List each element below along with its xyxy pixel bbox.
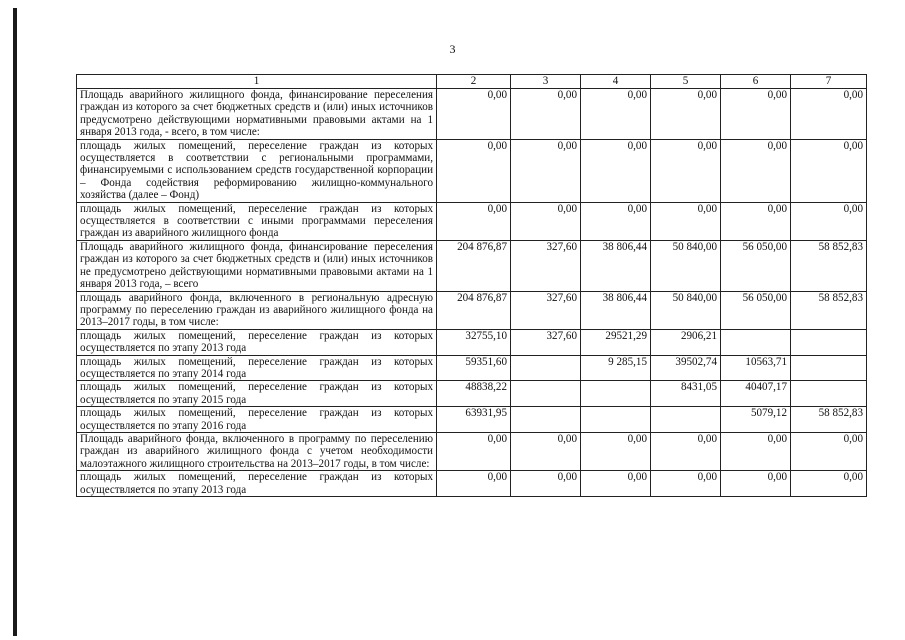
value-cell-col-2: 59351,60 — [437, 355, 511, 381]
value-cell-col-4: 38 806,44 — [581, 291, 651, 329]
table-row — [77, 471, 867, 497]
page-number: 3 — [449, 42, 456, 56]
page-edge-shadow — [13, 8, 17, 636]
column-header: 6 — [721, 75, 791, 89]
value-cell-col-2: 32755,10 — [437, 329, 511, 355]
value-cell-col-3 — [511, 355, 581, 381]
value-cell-col-4: 9 285,15 — [581, 355, 651, 381]
column-header: 5 — [651, 75, 721, 89]
value-cell-col-6: 0,00 — [721, 139, 791, 202]
column-header: 1 — [77, 75, 437, 89]
value-cell-col-3: 0,00 — [511, 139, 581, 202]
table-row — [77, 407, 867, 433]
row-description: площадь жилых помещений, переселение граждан из которых осуществляется в соответствии с иными программами переселения граждан из аварийного жилищного фонда — [77, 202, 437, 240]
value-cell-col-5: 8431,05 — [651, 381, 721, 407]
value-cell-col-5: 0,00 — [651, 202, 721, 240]
value-cell-col-4: 29521,29 — [581, 329, 651, 355]
value-cell-col-5: 2906,21 — [651, 329, 721, 355]
value-cell-col-2: 0,00 — [437, 89, 511, 140]
value-cell-col-7: 0,00 — [791, 202, 867, 240]
value-cell-col-3: 327,60 — [511, 291, 581, 329]
row-description: площадь аварийного фонда, включенного в региональную адресную программу по переселению граждан из аварийного жилищного фонда на 2013–2017 годы, в том числе: — [77, 291, 437, 329]
row-description: площадь жилых помещений, переселение граждан из которых осуществляется в соответствии с региональными программами, финансируемыми с использованием средств государственной корпорации – Фонда содействия реформированию жилищно-коммунального хозяйства (далее – Фонд) — [77, 139, 437, 202]
value-cell-col-2: 48838,22 — [437, 381, 511, 407]
value-cell-col-4: 0,00 — [581, 471, 651, 497]
value-cell-col-3: 0,00 — [511, 202, 581, 240]
value-cell-col-2: 204 876,87 — [437, 291, 511, 329]
value-cell-col-7 — [791, 355, 867, 381]
value-cell-col-3: 327,60 — [511, 240, 581, 291]
value-cell-col-4 — [581, 381, 651, 407]
table-row — [77, 89, 867, 140]
value-cell-col-5: 0,00 — [651, 471, 721, 497]
value-cell-col-7 — [791, 381, 867, 407]
value-cell-col-7: 0,00 — [791, 471, 867, 497]
value-cell-col-4 — [581, 407, 651, 433]
value-cell-col-5: 0,00 — [651, 89, 721, 140]
table-row — [77, 202, 867, 240]
row-description: Площадь аварийного жилищного фонда, финансирование переселения граждан из которого за счет бюджетных средств и (или) иных источников не предусмотрено действующими нормативными правовыми актами на 1 января 2013 года, – всего — [77, 240, 437, 291]
value-cell-col-7: 0,00 — [791, 432, 867, 470]
table-row — [77, 291, 867, 329]
value-cell-col-7: 58 852,83 — [791, 291, 867, 329]
value-cell-col-2: 0,00 — [437, 139, 511, 202]
value-cell-col-4: 0,00 — [581, 432, 651, 470]
housing-fund-table — [76, 74, 867, 497]
value-cell-col-2: 0,00 — [437, 471, 511, 497]
value-cell-col-6: 10563,71 — [721, 355, 791, 381]
value-cell-col-5: 50 840,00 — [651, 291, 721, 329]
value-cell-col-7: 0,00 — [791, 139, 867, 202]
value-cell-col-5 — [651, 407, 721, 433]
table-row — [77, 139, 867, 202]
value-cell-col-7: 58 852,83 — [791, 240, 867, 291]
value-cell-col-6: 5079,12 — [721, 407, 791, 433]
column-header: 2 — [437, 75, 511, 89]
row-description: Площадь аварийного жилищного фонда, финансирование переселения граждан из которого за счет бюджетных средств и (или) иных источников предусмотрено действующими нормативными правовыми актами на 1 января 2013 года, - всего, в том числе: — [77, 89, 437, 140]
row-description: Площадь аварийного фонда, включенного в программу по переселению граждан из аварийного жилищного фонда с учетом необходимости малоэтажного жилищного строительства на 2013–2017 годы, в том числе: — [77, 432, 437, 470]
column-header: 4 — [581, 75, 651, 89]
value-cell-col-2: 63931,95 — [437, 407, 511, 433]
value-cell-col-6: 0,00 — [721, 432, 791, 470]
table-header-row — [77, 75, 867, 89]
column-header: 3 — [511, 75, 581, 89]
value-cell-col-5: 39502,74 — [651, 355, 721, 381]
value-cell-col-4: 0,00 — [581, 202, 651, 240]
value-cell-col-6: 40407,17 — [721, 381, 791, 407]
value-cell-col-5: 0,00 — [651, 432, 721, 470]
value-cell-col-6: 0,00 — [721, 471, 791, 497]
table-row — [77, 381, 867, 407]
table-row — [77, 355, 867, 381]
row-description: площадь жилых помещений, переселение граждан из которых осуществляется по этапу 2015 года — [77, 381, 437, 407]
value-cell-col-6: 0,00 — [721, 89, 791, 140]
value-cell-col-2: 204 876,87 — [437, 240, 511, 291]
value-cell-col-7 — [791, 329, 867, 355]
value-cell-col-5: 0,00 — [651, 139, 721, 202]
value-cell-col-6: 56 050,00 — [721, 291, 791, 329]
row-description: площадь жилых помещений, переселение граждан из которых осуществляется по этапу 2014 года — [77, 355, 437, 381]
value-cell-col-2: 0,00 — [437, 432, 511, 470]
value-cell-col-7: 0,00 — [791, 89, 867, 140]
value-cell-col-4: 38 806,44 — [581, 240, 651, 291]
value-cell-col-5: 50 840,00 — [651, 240, 721, 291]
value-cell-col-4: 0,00 — [581, 89, 651, 140]
table-row — [77, 329, 867, 355]
value-cell-col-3: 0,00 — [511, 89, 581, 140]
value-cell-col-3 — [511, 407, 581, 433]
value-cell-col-3: 0,00 — [511, 471, 581, 497]
value-cell-col-2: 0,00 — [437, 202, 511, 240]
table-row — [77, 432, 867, 470]
value-cell-col-6: 0,00 — [721, 202, 791, 240]
value-cell-col-6 — [721, 329, 791, 355]
row-description: площадь жилых помещений, переселение граждан из которых осуществляется по этапу 2016 года — [77, 407, 437, 433]
value-cell-col-3: 0,00 — [511, 432, 581, 470]
value-cell-col-7: 58 852,83 — [791, 407, 867, 433]
column-header: 7 — [791, 75, 867, 89]
row-description: площадь жилых помещений, переселение граждан из которых осуществляется по этапу 2013 года — [77, 471, 437, 497]
value-cell-col-3: 327,60 — [511, 329, 581, 355]
value-cell-col-6: 56 050,00 — [721, 240, 791, 291]
table-row — [77, 240, 867, 291]
value-cell-col-4: 0,00 — [581, 139, 651, 202]
value-cell-col-3 — [511, 381, 581, 407]
row-description: площадь жилых помещений, переселение граждан из которых осуществляется по этапу 2013 года — [77, 329, 437, 355]
